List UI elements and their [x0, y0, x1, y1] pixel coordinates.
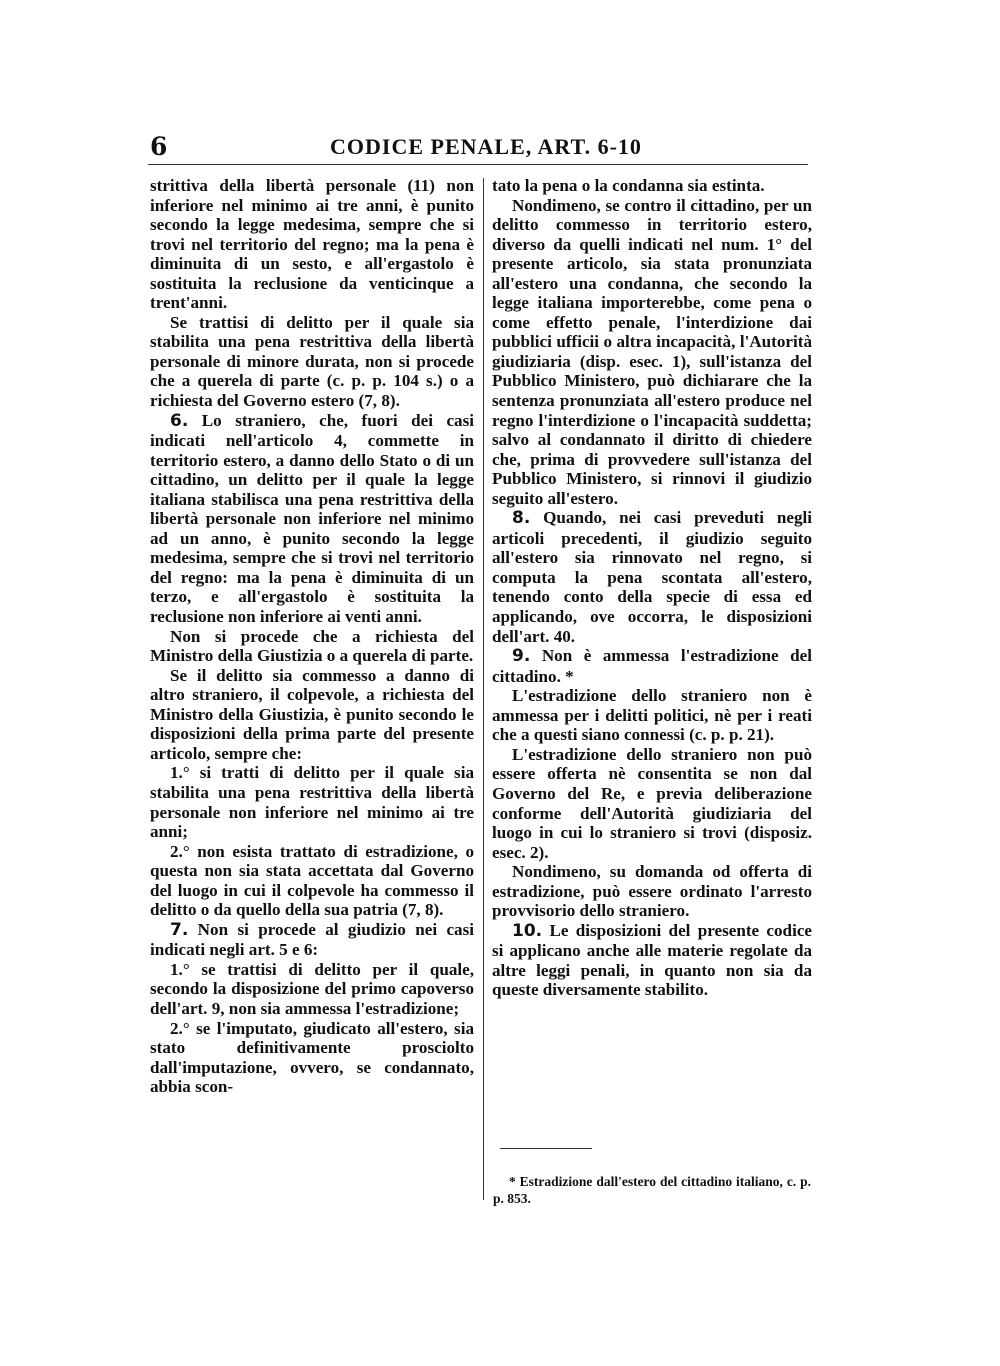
- page-header: [148, 132, 808, 166]
- paragraph-text: Quando, nei casi preveduti negli articoli precedenti, il giudizio seguito all'estero sia rinnovato nel regno, si computa la pena scontata all'estero, tenendo conto della specie di essa ed applicando, ove occorra, le disposizioni dell'art. 40.: [492, 508, 812, 646]
- paragraph-text: L'estradizione dello straniero non può essere offerta nè consentita se non dal Governo del Re, e previa deliberazione conforme dell'Autorità giudiziaria del luogo in cui lo straniero si trovi (disposiz. esec. 2).: [492, 744, 812, 862]
- paragraph: [492, 862, 812, 921]
- paragraph: [492, 686, 812, 745]
- paragraph-text: Non si procede che a richiesta del Ministro della Giustizia o a querela di parte.: [150, 626, 474, 666]
- left-column: [150, 176, 474, 1097]
- footnote: * Estradizione dall'estero del cittadino italiano, c. p. p. 853.: [493, 1174, 811, 1206]
- page-number: 6: [150, 132, 168, 161]
- paragraph-text: Non si procede al giudizio nei casi indicati negli art. 5 e 6:: [150, 919, 474, 960]
- paragraph-text: Lo straniero, che, fuori dei casi indicati nell'articolo 4, commette in territorio estero, a danno dello Stato o di un cittadino, un delitto per il quale la legge italiana stabilisca una pena restrittiva della libertà personale non inferiore nel minimo ad un anno, è punito secondo la legge medesima, sempre che si trovi nel territorio del regno: ma la pena è diminuita di un terzo, e all'ergastolo è sostituita la reclusione non inferiore ai venti anni.: [150, 410, 474, 627]
- article-number: 6.: [170, 410, 189, 431]
- article-number: 9.: [512, 646, 531, 667]
- paragraph-text: Se il delitto sia commesso a danno di altro straniero, il colpevole, a richiesta del Ministro della Giustizia, è punito secondo le disposizioni della prima parte del presente articolo, sempre che:: [150, 665, 474, 763]
- paragraph-text: 1.° se trattisi di delitto per il quale, secondo la disposizione del primo capoverso dell'art. 9, non sia ammessa l'estradizione;: [150, 959, 474, 1018]
- paragraph: [150, 313, 474, 411]
- paragraph-text: Se trattisi di delitto per il quale sia stabilita una pena restrittiva della libertà personale di minore durata, non si procede che a querela di parte (c. p. p. 104 s.) o a richiesta del Governo estero (7, 8).: [150, 312, 474, 411]
- paragraph: [492, 921, 812, 1000]
- paragraph-text: Non è ammessa l'estradizione del cittadino. *: [492, 646, 812, 686]
- paragraph: [492, 745, 812, 862]
- paragraph: [492, 196, 812, 509]
- paragraph: [150, 627, 474, 666]
- running-title: CODICE PENALE, ART. 6-10: [330, 134, 642, 159]
- article-number: 7.: [170, 919, 189, 940]
- paragraph-text: strittiva della libertà personale (11) non inferiore nel minimo ai tre anni, è punito secondo la legge medesima, sempre che si trovi nel territorio del regno; ma la pena è diminuita di un sesto, e all'ergastolo è sostituita la reclusione da venticinque a trent'anni.: [150, 176, 474, 313]
- paragraph: [492, 176, 812, 196]
- paragraph-text: Nondimeno, se contro il cittadino, per un delitto commesso in territorio estero, diverso da quelli indicati nel num. 1° del presente articolo, sia stata pronunziata all'estero una condanna, che secondo la legge italiana importerebbe, come pena o come effetto penale, l'interdizione dai pubblici ufficii o altra incapacità, l'Autorità giudiziaria (disp. esec. 1), sull'istanza del Pubblico Ministero, può dichiarare che la sentenza pronunziata all'estero produce nel regno l'interdizione o l'incapacità suddetta; salvo al condannato il diritto di chiedere che, prima di provvedere sull'istanza del Pubblico Ministero, si rinnovi il giudizio seguito all'estero.: [492, 195, 812, 508]
- article-number: 8.: [512, 508, 531, 529]
- paragraph: [150, 1019, 474, 1097]
- header-rule: [148, 164, 808, 165]
- paragraph-text: tato la pena o la condanna sia estinta.: [492, 176, 765, 195]
- paragraph-text: 2.° se l'imputato, giudicato all'estero, sia stato definitivamente prosciolto dall'imputazione, ovvero, se condannato, abbia scon-: [150, 1018, 474, 1097]
- paragraph-text: Le disposizioni del presente codice si applicano anche alle materie regolate da altre leggi penali, in quanto non sia da queste diversamente stabilito.: [492, 920, 812, 1000]
- paragraph-text: 2.° non esista trattato di estradizione, o questa non sia stata accettata dal Governo del luogo in cui il colpevole ha commesso il delitto o da quello della sua patria (7, 8).: [150, 841, 474, 920]
- right-column: [492, 176, 812, 1000]
- column-divider: [483, 178, 484, 1200]
- paragraph: [492, 646, 812, 686]
- paragraph: [150, 411, 474, 627]
- paragraph: [492, 508, 812, 646]
- footnote-rule: [500, 1148, 592, 1149]
- paragraph: [150, 960, 474, 1019]
- paragraph: [150, 763, 474, 841]
- paragraph-text: Nondimeno, su domanda od offerta di estradizione, può essere ordinato l'arresto provvisorio dello straniero.: [492, 862, 812, 921]
- paragraph: [150, 176, 474, 313]
- article-number: 10.: [512, 920, 543, 941]
- paragraph-text: L'estradizione dello straniero non è ammessa per i delitti politici, nè per i reati che a questi siano connessi (c. p. p. 21).: [492, 686, 812, 745]
- paragraph: [150, 920, 474, 960]
- paragraph: [150, 666, 474, 764]
- paragraph: [150, 842, 474, 920]
- paragraph-text: 1.° si tratti di delitto per il quale sia stabilita una pena restrittiva della libertà personale non inferiore nel minimo ai tre anni;: [150, 763, 474, 842]
